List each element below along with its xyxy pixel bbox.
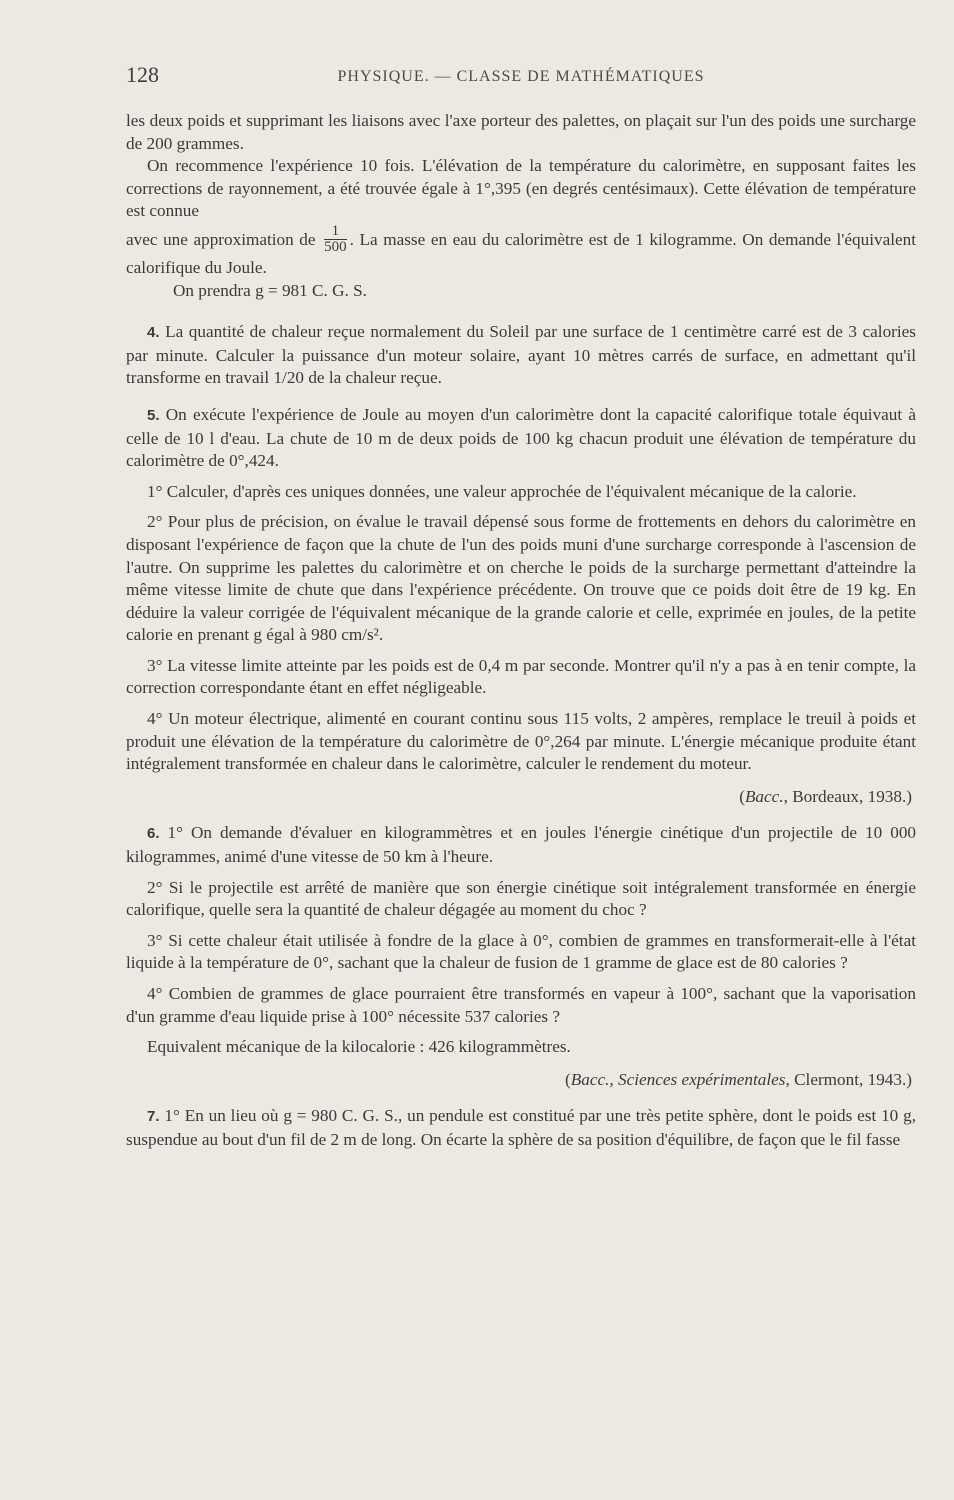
exercise-7 bbox=[126, 1105, 916, 1151]
exercise-text: La quantité de chaleur reçue normalement du Soleil par une surface de 1 centimètre carré est de 3 calories par minute. Calculer la puissance d'un moteur solaire, ayant 10 mètres carrés de surface, en admettant qu'il transforme en travail 1/20 de la chaleur reçue. bbox=[126, 322, 916, 388]
exercise-6-question-3: 3° Si cette chaleur était utilisée à fondre de la glace à 0°, combien de grammes en transformerait-elle à l'état liquide à la température de 0°, sachant que la chaleur de fusion de 1 gramme de glace est de 80 calories ? bbox=[126, 930, 916, 973]
exercise-6-question-2: 2° Si le projectile est arrêté de manière que son énergie cinétique soit intégralement transformée en énergie calorifique, quelle sera la quantité de chaleur dégagée au moment du choc ? bbox=[126, 877, 916, 920]
continued-paragraph-1: les deux poids et supprimant les liaisons avec l'axe porteur des palettes, on plaçait sur l'un des poids une surcharge de 200 grammes. bbox=[126, 111, 916, 153]
exercise-5-question-1: 1° Calculer, d'après ces uniques données, une valeur approchée de l'équivalent mécanique de la calorie. bbox=[147, 481, 857, 501]
approximation-text: avec une approximation de bbox=[126, 229, 316, 249]
exercise-6-source: (Bacc., Sciences expérimentales, Clermont, 1943.) bbox=[565, 1069, 912, 1089]
exercise-text: 1° On demande d'évaluer en kilogrammètres et en joules l'énergie cinétique d'un projectile de 10 000 kilogrammes, animé d'une vitesse de 50 km à l'heure. bbox=[126, 823, 917, 867]
mass-text: . La masse en eau du calorimètre est de 1 kilogramme. On demande l'équivalent calorifique du Joule. bbox=[126, 229, 916, 277]
page-number: 128 bbox=[126, 62, 159, 87]
exercise-5-question-2: 2° Pour plus de précision, on évalue le travail dépensé sous forme de frottements en dehors du calorimètre en disposant l'expérience de façon que la chute de l'un des poids muni d'une surcharge corresponde à l'ascension de l'autre. On supprime les palettes du calorimètre et on cherche le poids de la surcharge permettant d'atteindre la même vitesse limite de chute que dans l'expérience précédente. On trouve que ce poids doit être de 19 kg. En déduire la valeur corrigée de l'équivalent mécanique de la grande calorie et celle, exprimée en joules, de la petite calorie en prenant g égal à 980 cm/s². bbox=[126, 512, 916, 645]
fraction-denominator: 500 bbox=[324, 238, 347, 255]
exercise-5-source: (Bacc., Bordeaux, 1938.) bbox=[739, 786, 912, 806]
source-rest: , Clermont, 1943.) bbox=[785, 1069, 912, 1089]
exercise-5-question-3: 3° La vitesse limite atteinte par les poids est de 0,4 m par seconde. Montrer qu'il n'y a pas à en tenir compte, la correction correspondante étant en effet négligeable. bbox=[126, 655, 916, 698]
fraction-numerator: 1 bbox=[324, 224, 347, 240]
exercise-6 bbox=[126, 822, 916, 868]
continued-paragraph-2: On recommence l'expérience 10 fois. L'élévation de la température du calorimètre, en supposant faites les corrections de rayonnement, a été trouvée égale à 1°,395 (en degrés centésimaux). Cette élévation de température est connue bbox=[126, 156, 916, 221]
fraction bbox=[324, 224, 347, 255]
exercise-6-question-4: 4° Combien de grammes de glace pourraient être transformés en vapeur à 100°, sachant que la vaporisation d'un gramme d'eau liquide prise à 100° nécessite 537 calories ? bbox=[126, 984, 916, 1026]
source-rest: , Bordeaux, 1938.) bbox=[783, 786, 912, 806]
exercise-6-data: Equivalent mécanique de la kilocalorie : 426 kilogrammètres. bbox=[147, 1037, 571, 1057]
exercise-text: 1° En un lieu où g = 980 C. G. S., un pendule est constitué par une très petite sphère, dont le poids est 10 g, suspendue au bout d'un fil de 2 m de long. On écarte la sphère de sa position d'équilibre, de façon que le fil fasse bbox=[126, 1106, 916, 1149]
exercise-number: 6. bbox=[147, 825, 160, 843]
gravity-value-line: On prendra g = 981 C. G. S. bbox=[173, 280, 367, 300]
exercise-number: 5. bbox=[147, 406, 160, 424]
exercise-5 bbox=[126, 404, 916, 473]
continued-paragraph-3 bbox=[126, 223, 916, 280]
source-italic: Bacc. bbox=[744, 786, 784, 806]
body-text bbox=[126, 110, 916, 1152]
exercise-number: 7. bbox=[147, 1108, 160, 1126]
exercise-5-question-4: 4° Un moteur électrique, alimenté en courant continu sous 115 volts, 2 ampères, remplace le treuil à poids et produit une élévation de la température du calorimètre de 0°,264 par minute. L'énergie mécanique produite étant intégralement transformée en chaleur dans le calorimètre, calculer le rendement du moteur. bbox=[126, 709, 916, 774]
exercise-text: On exécute l'expérience de Joule au moyen d'un calorimètre dont la capacité calorifique totale équivaut à celle de 10 l d'eau. La chute de 10 m de deux poids de 100 kg chacun produit une élévation de température du calorimètre de 0°,424. bbox=[126, 404, 916, 471]
exercise-number: 4. bbox=[147, 324, 160, 342]
exercise-4 bbox=[126, 321, 916, 390]
page-header bbox=[126, 62, 916, 92]
running-title: PHYSIQUE. — CLASSE DE MATHÉMATIQUES bbox=[337, 68, 705, 85]
source-italic: Bacc., Sciences expérimentales bbox=[570, 1069, 786, 1089]
